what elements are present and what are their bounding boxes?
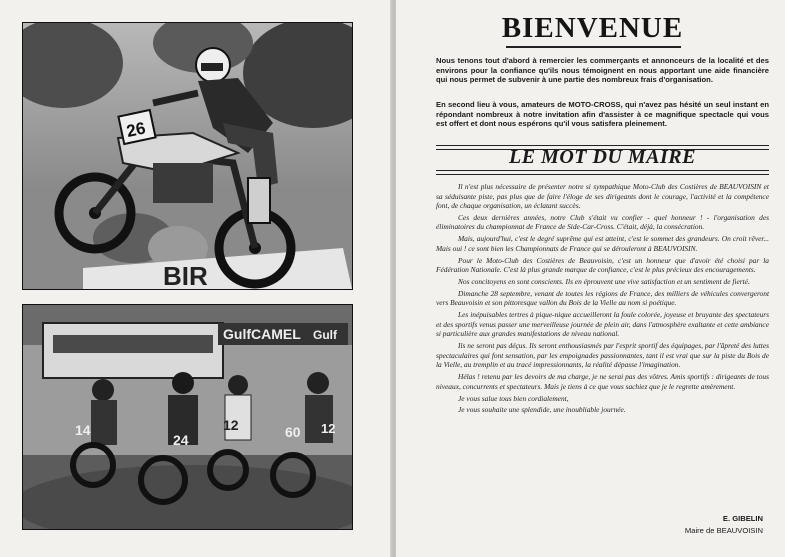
rider-number: 12 <box>223 417 239 433</box>
rider-number: 12 <box>321 421 336 436</box>
page-title: BIENVENUE <box>501 12 684 44</box>
banner-text: BIR <box>163 261 208 289</box>
rider-number: 60 <box>285 424 301 440</box>
intro-paragraph: Nous tenons tout d'abord à remercier les commerçants et annonceurs de la localité et des environs pour la confiance qu'ils nous témoignent en nous apportant une aide financière qui nous permet de subvenir à une partie des nombreux frais d'organisation. <box>436 56 769 85</box>
letter-paragraph: Ils ne seront pas déçus. Ils seront enthousiasmés par l'esprit sportif des équipages, par l'âpreté des luttes spectaculaires qui font sensation, par les empoignades passionnantes, tant il est vrai que sur la piste du Bois de la Vielle, au tremplin et au tracé impressionnants, la réalité dépasse l'imagination. <box>436 341 769 370</box>
letter-paragraph: Hélas ! retenu par les devoirs de ma charge, je ne serai pas des vôtres. Amis sportifs : dirigeants de tous niveaux, concurrents et spectateurs. Mais je tiens à ce que vous sachiez que je le regrette amèrement. <box>436 372 769 391</box>
start-photo-illustration <box>23 305 352 529</box>
letter-paragraph: Dimanche 28 septembre, venant de toutes les régions de France, des milliers de véhicules convergeront vers Beauvoisin et son pittoresque vallon du Bois de la Vielle au nom si poétique. <box>436 288 769 308</box>
intro-paragraph: En second lieu à vous, amateurs de MOTO-CROSS, qui n'avez pas hésité un seul instant en répondant nombreux à notre invitation afin d'assister à ce magnifique spectacle qui vous est offert et dont nous espérons qu'il vous satisfera pleinement. <box>436 100 769 129</box>
mayor-letter <box>436 182 769 417</box>
section-heading: LE MOT DU MAIRE <box>509 146 696 168</box>
signature-title: Maire de BEAUVOISIN <box>684 526 763 535</box>
divider <box>436 170 769 175</box>
letter-paragraph: Je vous salue tous bien cordialement, <box>458 393 569 403</box>
letter-paragraph: Mais, aujourd'hui, c'est le degré suprême qui est atteint, c'est le sommet des grandeurs. On croit rêver... Mais oui ! ce sont bien les Championnats de France qui se dérouleront à BEAUVOISIN. <box>436 234 769 253</box>
right-page <box>396 0 785 557</box>
title-underline <box>506 46 681 48</box>
letter-paragraph: Les inépuisables tertres à pique-nique accueilleront la foule colorée, joyeuse et bruyante des spectateurs et des sportifs venus passer une merveilleuse journée de plein air, dans l'atmosphère exaltante et cette ambiance si particulière aux grandes manifestations de niveau national. <box>436 310 769 339</box>
jump-photo-illustration <box>23 23 352 289</box>
motocross-jump-photo <box>22 22 353 290</box>
motocross-start-photo <box>22 304 353 530</box>
bib-number: 26 <box>124 118 148 142</box>
letter-paragraph: Je vous souhaite une splendide, une inoubliable journée. <box>458 405 626 415</box>
rider-number: 24 <box>173 432 189 448</box>
sponsor-banner: GulfCAMEL <box>223 326 301 342</box>
letter-paragraph: Ces deux dernières années, notre Club s'était vu confier - quel honneur ! - l'organisation des éliminatoires du championnat de France de Side-Car-Cross. C'était, déjà, la consécration. <box>436 212 769 232</box>
letter-paragraph: Pour le Moto-Club des Costières de Beauvoisin, c'est un honneur que d'avoir été choisi par la Fédération Nationale. C'est là plus grande marque de confiance, c'est le plus précieux des encouragements. <box>436 255 769 275</box>
rider-number: 14 <box>75 422 91 438</box>
letter-paragraph: Il n'est plus nécessaire de présenter notre si sympathique Moto-Club des Costières de BEAUVOISIN et sa séduisante piste, pas plus que de faire l'éloge de ses dirigeants dont le courage, l'activité et la compétence font, de chaque organisation, un éclatant succès. <box>436 182 769 210</box>
left-page <box>0 0 392 557</box>
sponsor-banner-2: Gulf <box>313 328 337 342</box>
signature-name: E. GIBELIN <box>722 514 763 523</box>
letter-paragraph: Nos concitoyens en sont conscients. Ils en éprouvent une vive satisfaction et un sentiment de fierté. <box>458 277 750 287</box>
